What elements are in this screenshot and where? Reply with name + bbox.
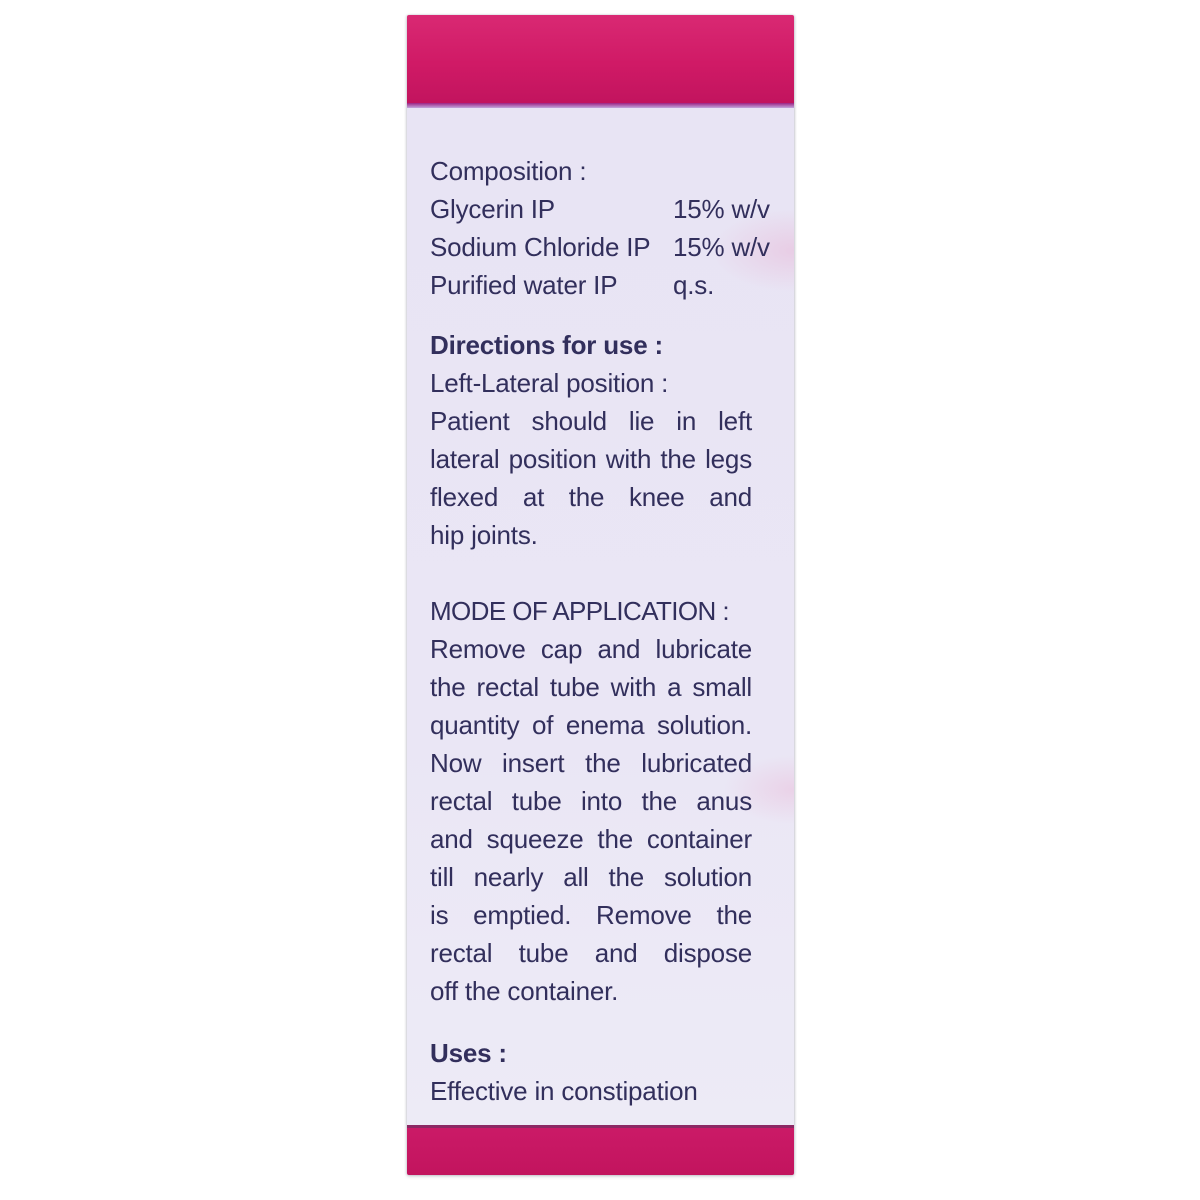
bottom-pink-band	[407, 1128, 794, 1175]
composition-row	[430, 266, 752, 304]
top-pink-band	[407, 15, 794, 103]
paragraph-line: Patient should lie in left	[430, 406, 752, 436]
mode-of-application-heading: MODE OF APPLICATION :	[430, 596, 729, 626]
paragraph-line: till nearly all the solution	[430, 862, 752, 892]
uses-heading: Uses :	[430, 1038, 507, 1068]
paragraph-line: Now insert the lubricated	[430, 748, 752, 778]
ingredient-value: 15% w/v	[673, 194, 770, 224]
paragraph-line: off the container.	[430, 976, 619, 1006]
directions-subheading: Left-Lateral position :	[430, 368, 669, 398]
label-text-column	[430, 152, 770, 1110]
composition-section	[430, 152, 770, 304]
paragraph-line: the rectal tube with a small	[430, 672, 752, 702]
paragraph-line: rectal tube and dispose	[430, 938, 752, 968]
paragraph-line: and squeeze the container	[430, 824, 752, 854]
label-info-panel	[407, 108, 794, 1125]
ingredient-name: Sodium Chloride IP	[430, 232, 651, 262]
paragraph-line: rectal tube into the anus	[430, 786, 752, 816]
composition-row	[430, 228, 770, 266]
ingredient-name: Purified water IP	[430, 270, 618, 300]
directions-paragraph	[430, 402, 752, 554]
composition-row	[430, 190, 770, 228]
uses-section	[430, 1034, 752, 1110]
paragraph-line: Remove cap and lubricate	[430, 634, 752, 664]
uses-body: Effective in constipation	[430, 1076, 698, 1106]
medicine-carton-panel	[407, 15, 794, 1175]
mode-of-application-section	[430, 592, 752, 1010]
paragraph-line: lateral position with the legs	[430, 444, 752, 474]
composition-heading: Composition :	[430, 156, 587, 186]
paragraph-line: is emptied. Remove the	[430, 900, 752, 930]
mode-of-application-paragraph	[430, 630, 752, 1010]
directions-section	[430, 326, 752, 554]
paragraph-line: quantity of enema solution.	[430, 710, 752, 740]
ingredient-name: Glycerin IP	[430, 194, 555, 224]
paragraph-line: hip joints.	[430, 520, 538, 550]
directions-heading: Directions for use :	[430, 330, 663, 360]
ingredient-value: 15% w/v	[673, 232, 770, 262]
ingredient-value: q.s.	[673, 270, 715, 300]
paragraph-line: flexed at the knee and	[430, 482, 752, 512]
